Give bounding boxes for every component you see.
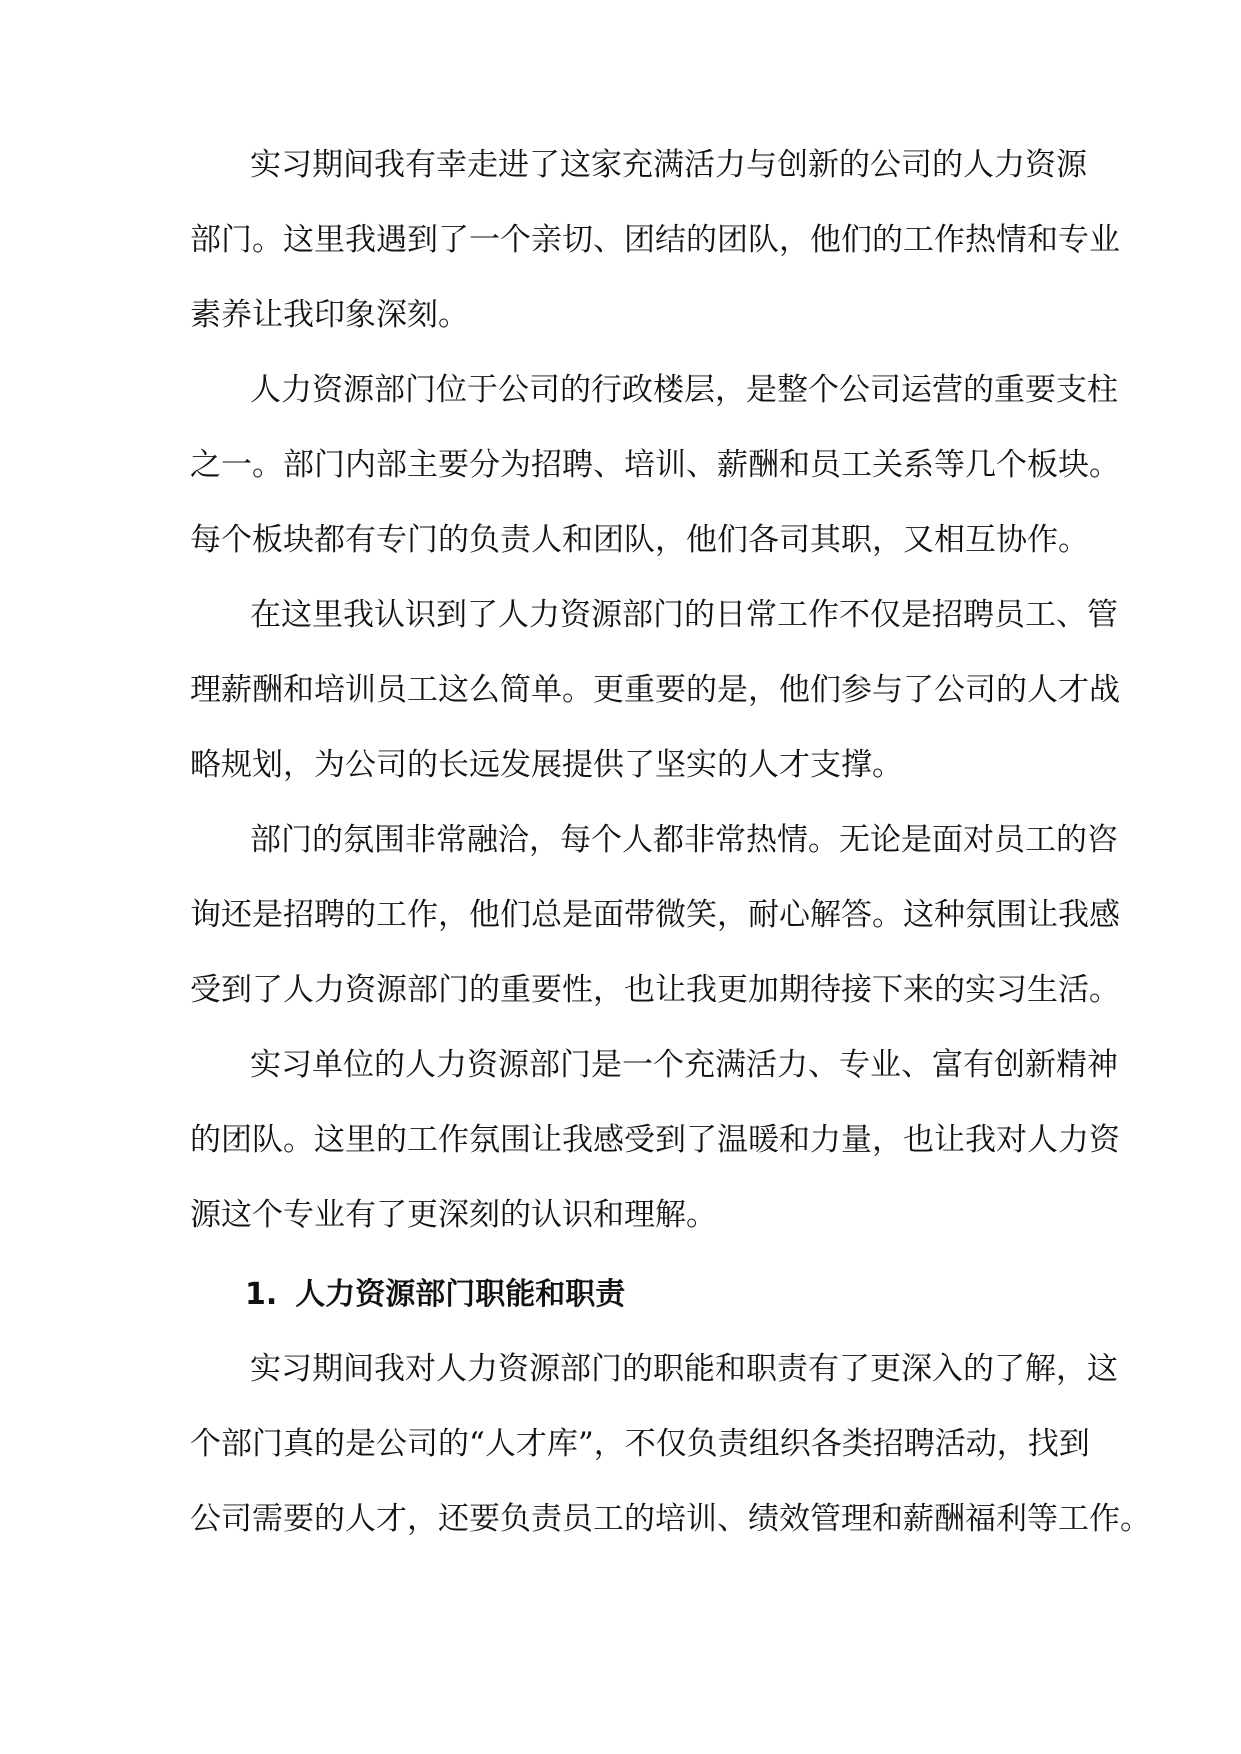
- paragraph-line: 每个板块都有专门的负责人和团队，他们各司其职，又相互协作。: [190, 522, 1089, 558]
- paragraph-line: 源这个专业有了更深刻的认识和理解。: [190, 1197, 717, 1233]
- section-paragraph-1: [190, 1349, 1151, 1540]
- paragraph-line: 受到了人力资源部门的重要性，也让我更加期待接下来的实习生活。: [190, 972, 1120, 1008]
- paragraph-3: [190, 595, 1120, 786]
- section-number: 1.: [245, 1277, 278, 1312]
- paragraph-line: 在这里我认识到了人力资源部门的日常工作不仅是招聘员工、管: [250, 597, 1118, 633]
- paragraph-line: 实习期间我有幸走进了这家充满活力与创新的公司的人力资源: [250, 147, 1087, 183]
- document-body: [190, 145, 1151, 1574]
- paragraph-line: 部门。这里我遇到了一个亲切、团结的团队，他们的工作热情和专业: [190, 222, 1120, 258]
- paragraph-2: [190, 370, 1120, 561]
- paragraph-line: 理薪酬和培训员工这么简单。更重要的是，他们参与了公司的人才战: [190, 672, 1120, 708]
- paragraph-line: 个部门真的是公司的“人才库”，不仅负责组织各类招聘活动，找到: [190, 1426, 1090, 1462]
- paragraph-line: 公司需要的人才，还要负责员工的培训、绩效管理和薪酬福利等工作。: [190, 1501, 1151, 1537]
- paragraph-5: [190, 1045, 1120, 1236]
- paragraph-4: [190, 820, 1120, 1011]
- section-heading: [190, 1274, 1058, 1315]
- paragraph-line: 之一。部门内部主要分为招聘、培训、薪酬和员工关系等几个板块。: [190, 447, 1120, 483]
- section-title: 人力资源部门职能和职责: [295, 1277, 626, 1312]
- paragraph-line: 的团队。这里的工作氛围让我感受到了温暖和力量，也让我对人力资: [190, 1122, 1120, 1158]
- paragraph-1: [190, 145, 1120, 336]
- paragraph-line: 部门的氛围非常融洽，每个人都非常热情。无论是面对员工的咨: [250, 822, 1118, 858]
- paragraph-line: 略规划，为公司的长远发展提供了坚实的人才支撑。: [190, 747, 903, 783]
- paragraph-line: 素养让我印象深刻。: [190, 297, 469, 333]
- paragraph-line: 询还是招聘的工作，他们总是面带微笑，耐心解答。这种氛围让我感: [190, 897, 1120, 933]
- paragraph-line: 实习期间我对人力资源部门的职能和职责有了更深入的了解，这: [250, 1351, 1118, 1387]
- paragraph-line: 人力资源部门位于公司的行政楼层，是整个公司运营的重要支柱: [250, 372, 1118, 408]
- paragraph-line: 实习单位的人力资源部门是一个充满活力、专业、富有创新精神: [250, 1047, 1118, 1083]
